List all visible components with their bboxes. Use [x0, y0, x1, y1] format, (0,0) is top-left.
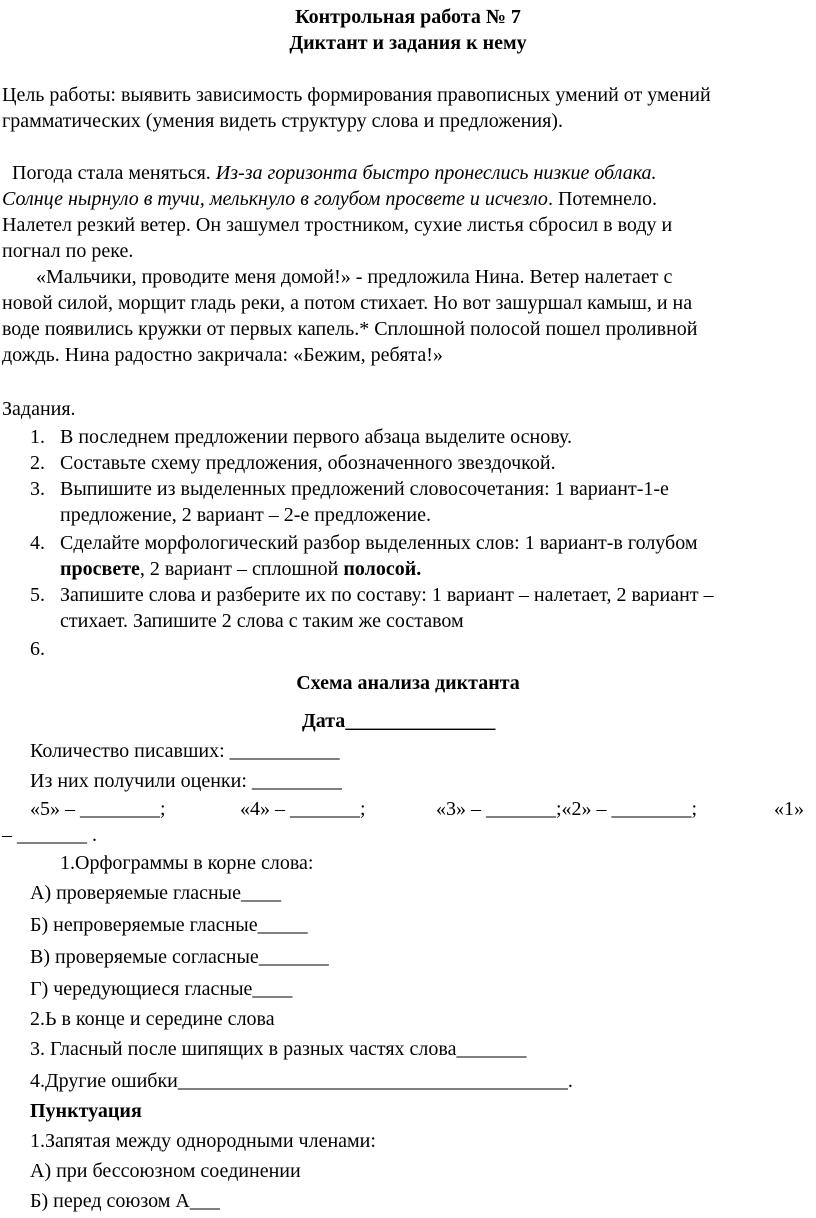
punctuation-item-b: Б) перед союзом А___	[30, 1190, 220, 1212]
writers-count: Количество писавших: ___________	[30, 740, 340, 762]
dictation-p1-line-4: погнал по реке.	[2, 240, 134, 262]
highlighted-word: просвете	[60, 558, 140, 580]
date-blank: _______________	[345, 710, 496, 732]
punctuation-item-1: 1.Запятая между однородными членами:	[30, 1130, 376, 1152]
roots-item-d: Г) чередующиеся гласные____	[30, 978, 293, 1000]
vowel-after-sibilant-item: 3. Гласный после шипящих в разных частях слова_______	[30, 1038, 527, 1060]
page-title: Контрольная работа № 7	[295, 6, 521, 28]
task-text: Выпишите из выделенных предложений словосочетания: 1 вариант-1-е	[60, 478, 669, 500]
grades-intro: Из них получили оценки: _________	[30, 770, 342, 792]
task-number: 6.	[30, 638, 45, 660]
goal-line-1: Цель работы: выявить зависимость формирования правописных умений от умений	[2, 84, 711, 106]
dictation-p2-line-1: «Мальчики, проводите меня домой!» - предложила Нина. Ветер налетает с	[36, 266, 673, 288]
dictation-p1-line-3: Налетел резкий ветер. Он зашумел тростником, сухие листья сбросил в воду и	[2, 214, 673, 236]
task-text: Запишите слова и разберите их по составу: 1 вариант – налетает, 2 вариант –	[60, 584, 714, 606]
task-text-part: , 2 вариант – сплошной	[139, 558, 344, 580]
dictation-p1-line-2	[2, 186, 657, 212]
task-number: 3.	[30, 478, 45, 500]
grade-3-2: «3» – _______;«2» – ________;	[436, 798, 698, 820]
roots-item-a: А) проверяемые гласные____	[30, 882, 281, 904]
task-text: стихает. Запишите 2 слова с таким же составом	[60, 610, 464, 632]
grade-5: «5» – ________;	[30, 798, 166, 820]
dictation-plain-text: . Потемнело.	[547, 188, 657, 210]
scheme-title: Схема анализа диктанта	[296, 672, 520, 694]
grade-4: «4» – _______;	[240, 798, 366, 820]
soft-sign-item: 2.Ь в конце и середине слова	[30, 1008, 275, 1030]
task-text: Составьте схему предложения, обозначенного звездочкой.	[60, 452, 556, 474]
dictation-p2-line-4: дождь. Нина радостно закричала: «Бежим, ребята!»	[2, 344, 443, 366]
roots-item-b: Б) непроверяемые гласные_____	[30, 914, 308, 936]
date-line	[302, 708, 495, 734]
dictation-p1-line-1	[12, 160, 657, 186]
roots-heading: 1.Орфограммы в корне слова:	[60, 852, 314, 874]
grade-1-blank: – _______ .	[2, 824, 97, 846]
other-errors-item: 4.Другие ошибки_______________________________________.	[30, 1070, 573, 1092]
task-number: 1.	[30, 426, 45, 448]
task-number: 2.	[30, 452, 45, 474]
punctuation-item-a: А) при бессоюзном соединении	[30, 1160, 301, 1182]
task-number: 4.	[30, 532, 45, 554]
task-text: В последнем предложении первого абзаца выделите основу.	[60, 426, 573, 448]
date-label: Дата	[302, 710, 346, 732]
dictation-p2-line-3: воде появились кружки от первых капель.* Сплошной полосой пошел проливной	[2, 318, 698, 340]
task-text: предложение, 2 вариант – 2-е предложение.	[60, 504, 431, 526]
grade-1: «1»	[774, 798, 804, 820]
punctuation-heading: Пунктуация	[30, 1100, 142, 1122]
goal-line-2: грамматических (умения видеть структуру слова и предложения).	[2, 110, 563, 132]
dictation-p2-line-2: новой силой, морщит гладь реки, а потом стихает. Но вот зашуршал камыш, и на	[2, 292, 693, 314]
task-text	[60, 556, 421, 582]
highlighted-word: полосой.	[343, 558, 422, 580]
task-number: 5.	[30, 584, 45, 606]
dictation-plain-text: Погода стала меняться.	[12, 162, 211, 184]
page-subtitle: Диктант и задания к нему	[289, 32, 527, 54]
dictation-italic-text: Из-за горизонта быстро пронеслись низкие облака.	[215, 162, 657, 184]
roots-item-c: В) проверяемые согласные_______	[30, 946, 329, 968]
task-text: Сделайте морфологический разбор выделенных слов: 1 вариант-в голубом	[60, 532, 698, 554]
dictation-italic-text: Солнце нырнуло в тучи, мелькнуло в голубом просвете и исчезло	[2, 188, 548, 210]
tasks-heading: Задания.	[2, 398, 76, 420]
